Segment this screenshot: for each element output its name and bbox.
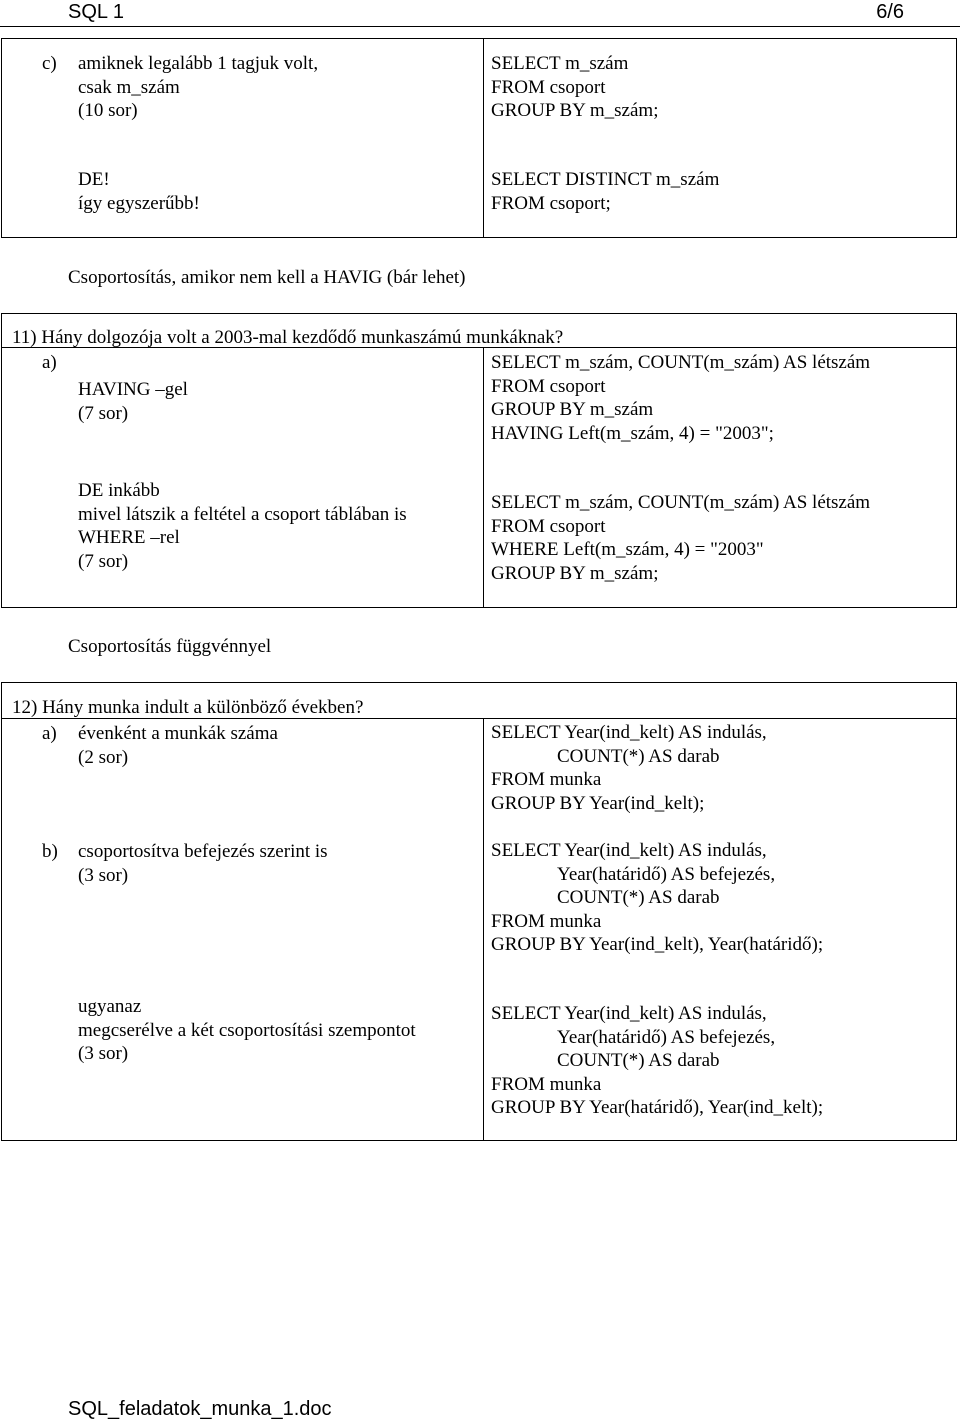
section-c-description bbox=[78, 52, 318, 123]
text-line: mivel látszik a feltétel a csoport táblában is bbox=[78, 503, 407, 525]
text-line: csoportosítva befejezés szerint is bbox=[78, 841, 328, 862]
section-c-sql-1 bbox=[491, 52, 658, 123]
sql-line: COUNT(*) AS darab bbox=[557, 745, 720, 767]
section-c-note bbox=[78, 168, 200, 215]
sql-line: GROUP BY m_szám; bbox=[491, 100, 659, 121]
text-line: HAVING –gel bbox=[78, 379, 188, 400]
sql-line: GROUP BY m_szám bbox=[491, 399, 654, 420]
section-heading: Csoportosítás függvénnyel bbox=[68, 636, 272, 657]
question-11-a-sql bbox=[491, 351, 870, 445]
sql-line: SELECT m_szám, COUNT(m_szám) AS létszám bbox=[491, 492, 871, 513]
sql-line: SELECT Year(ind_kelt) AS indulás, bbox=[491, 840, 767, 861]
question-11-a-label: a) bbox=[42, 352, 57, 373]
section-c-sql-2 bbox=[491, 168, 719, 215]
sql-line: FROM csoport bbox=[491, 76, 606, 98]
sql-line: GROUP BY m_szám; bbox=[491, 562, 659, 584]
header-title: SQL 1 bbox=[68, 1, 124, 23]
text-line: (10 sor) bbox=[78, 100, 138, 121]
question-12-b-label: b) bbox=[42, 841, 58, 862]
sql-line: GROUP BY Year(ind_kelt); bbox=[491, 792, 705, 814]
sql-line: FROM csoport bbox=[491, 515, 606, 537]
question-12-a-label: a) bbox=[42, 723, 57, 744]
question-12-a-description bbox=[78, 722, 278, 769]
text-line: (3 sor) bbox=[78, 1043, 129, 1064]
question-12-c-description bbox=[78, 995, 416, 1066]
section-c-label: c) bbox=[42, 53, 57, 74]
question-12-b-description bbox=[78, 840, 328, 887]
text-line: (2 sor) bbox=[78, 746, 129, 768]
question-12-c-sql bbox=[491, 1002, 823, 1120]
sql-line: FROM csoport bbox=[491, 375, 606, 397]
question-12-b-sql bbox=[491, 839, 823, 957]
sql-line: SELECT Year(ind_kelt) AS indulás, bbox=[491, 1003, 767, 1024]
sql-line: HAVING Left(m_szám, 4) = "2003"; bbox=[491, 422, 774, 444]
question-12-a-sql bbox=[491, 721, 767, 815]
sql-line: Year(határidő) AS befejezés, bbox=[557, 863, 776, 885]
sql-line: GROUP BY Year(ind_kelt), Year(határidő); bbox=[491, 934, 824, 955]
text-line: WHERE –rel bbox=[78, 527, 180, 548]
page-header bbox=[0, 0, 960, 27]
sql-line: Year(határidő) AS befejezés, bbox=[557, 1026, 776, 1048]
text-line: (3 sor) bbox=[78, 864, 129, 886]
question-11-a-description bbox=[78, 378, 188, 425]
text-line: (7 sor) bbox=[78, 550, 129, 572]
text-line: csak m_szám bbox=[78, 76, 180, 98]
text-line: megcserélve a két csoportosítási szempontot bbox=[78, 1019, 416, 1041]
sql-line: SELECT m_szám, COUNT(m_szám) AS létszám bbox=[491, 352, 871, 373]
sql-line: FROM csoport; bbox=[491, 192, 611, 214]
section-heading: Csoportosítás, amikor nem kell a HAVIG (bár lehet) bbox=[68, 267, 466, 288]
sql-line: SELECT Year(ind_kelt) AS indulás, bbox=[491, 722, 767, 743]
sql-line: GROUP BY Year(határidő), Year(ind_kelt); bbox=[491, 1097, 824, 1118]
sql-line: SELECT DISTINCT m_szám bbox=[491, 169, 720, 190]
text-line: így egyszerűbb! bbox=[78, 192, 200, 214]
question-11-text: 11) Hány dolgozója volt a 2003-mal kezdődő munkaszámú munkáknak? bbox=[12, 327, 564, 348]
sql-line: FROM munka bbox=[491, 910, 602, 932]
text-line: ugyanaz bbox=[78, 996, 142, 1017]
sql-line: SELECT m_szám bbox=[491, 53, 629, 74]
text-line: DE inkább bbox=[78, 480, 160, 501]
text-line: amiknek legalább 1 tagjuk volt, bbox=[78, 53, 319, 74]
text-line: évenként a munkák száma bbox=[78, 723, 278, 744]
page-number: 6/6 bbox=[876, 1, 904, 23]
sql-line: COUNT(*) AS darab bbox=[557, 1050, 720, 1071]
sql-line: FROM munka bbox=[491, 1073, 602, 1095]
sql-line: FROM munka bbox=[491, 769, 602, 790]
question-11-b-sql bbox=[491, 491, 870, 585]
text-line: (7 sor) bbox=[78, 402, 129, 424]
sql-line: WHERE Left(m_szám, 4) = "2003" bbox=[491, 539, 764, 560]
question-12-text: 12) Hány munka indult a különböző években? bbox=[12, 697, 364, 718]
page-footer: SQL_feladatok_munka_1.doc bbox=[68, 1398, 332, 1420]
sql-line: COUNT(*) AS darab bbox=[557, 887, 720, 908]
question-11-b-description bbox=[78, 479, 407, 573]
text-line: DE! bbox=[78, 169, 110, 190]
